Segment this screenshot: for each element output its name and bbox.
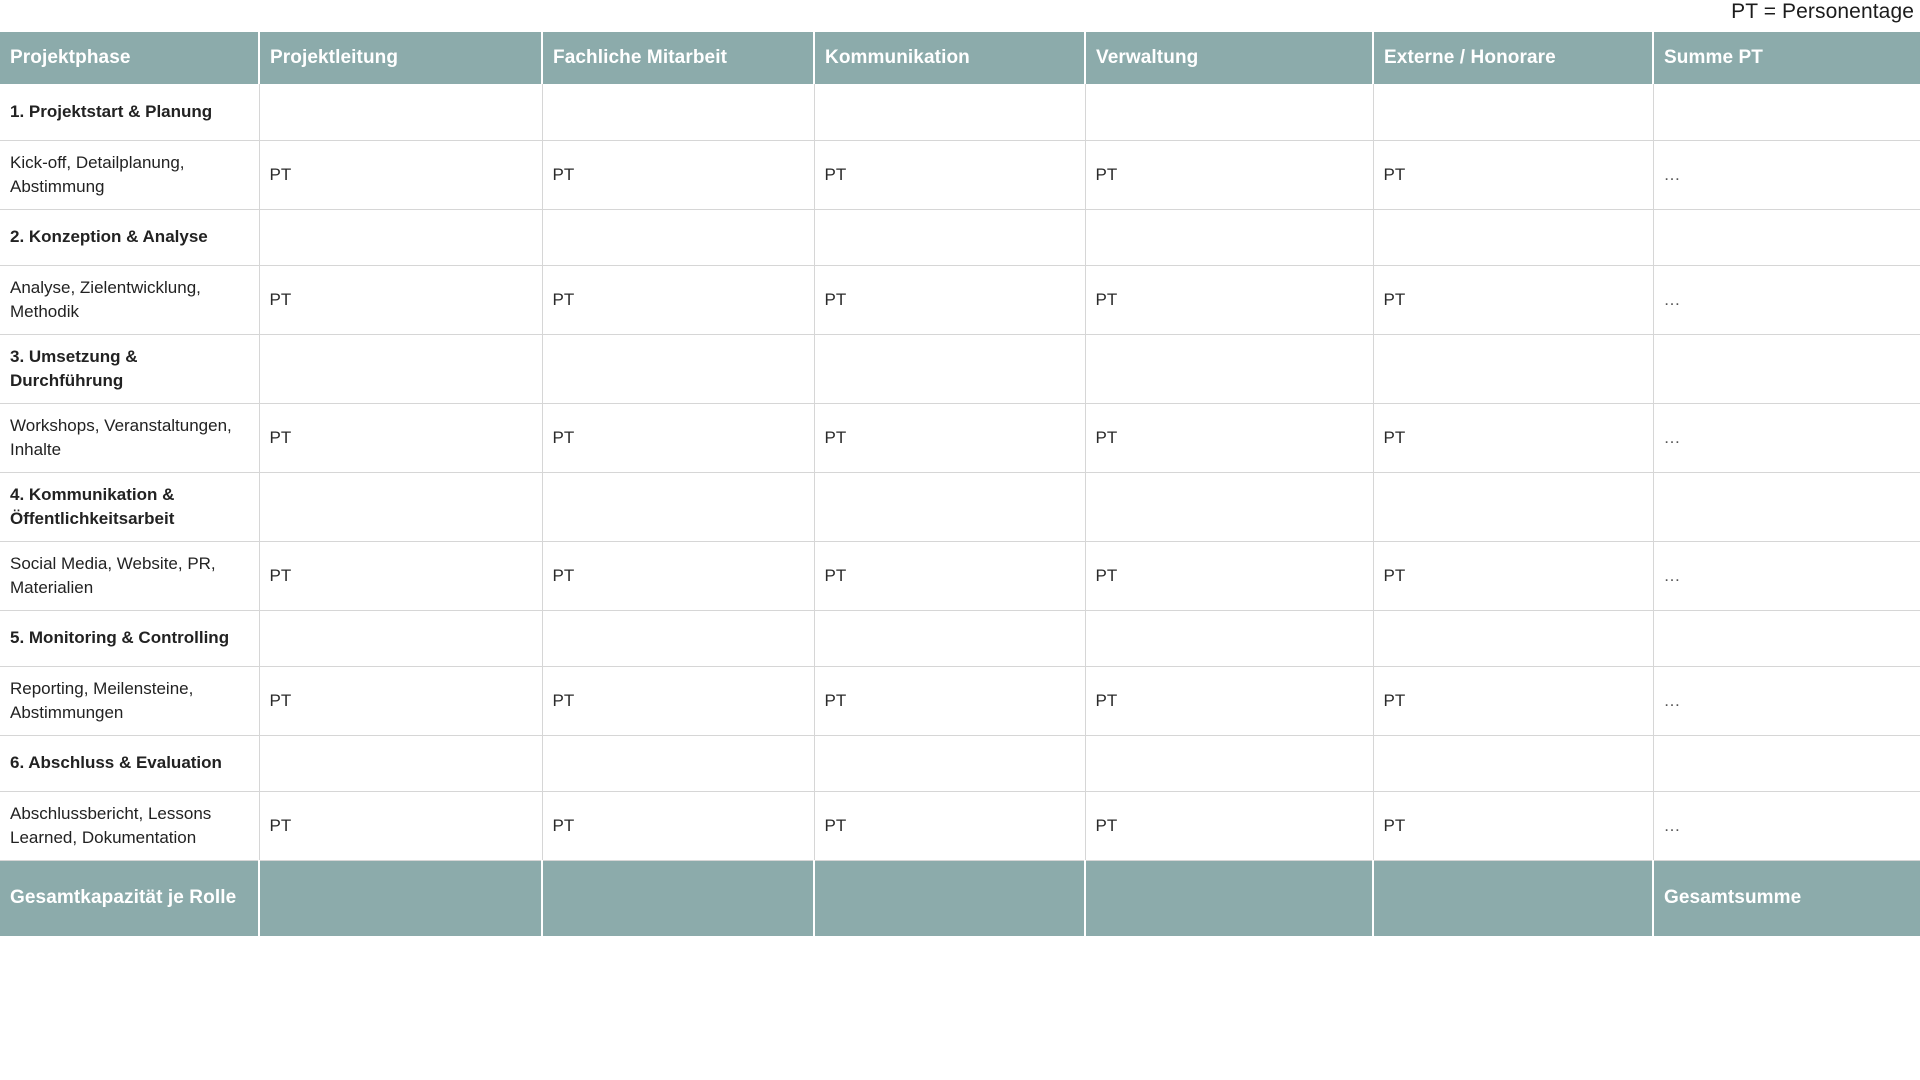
cell-projektleitung [259, 209, 542, 265]
cell-verwaltung: PT [1085, 541, 1373, 610]
cell-externe-honorare [1373, 334, 1653, 403]
cell-projektleitung: PT [259, 265, 542, 334]
task-label: Analyse, Zielentwicklung, Methodik [0, 265, 259, 334]
cell-externe-honorare: PT [1373, 791, 1653, 860]
phase-label: 3. Umsetzung & Durchführung [0, 334, 259, 403]
cell-summe-pt: … [1653, 541, 1920, 610]
cell-externe-honorare: PT [1373, 265, 1653, 334]
cell-verwaltung: PT [1085, 265, 1373, 334]
column-header-verwaltung: Verwaltung [1085, 32, 1373, 84]
cell-summe-pt: … [1653, 140, 1920, 209]
cell-verwaltung [1085, 334, 1373, 403]
table-row [0, 334, 1920, 403]
cell-projektleitung: PT [259, 541, 542, 610]
cell-summe-pt [1653, 735, 1920, 791]
total-fachliche-mitarbeit [542, 860, 814, 936]
cell-projektleitung: PT [259, 140, 542, 209]
cell-kommunikation [814, 209, 1085, 265]
cell-projektleitung [259, 334, 542, 403]
table-row [0, 265, 1920, 334]
table-header-row [0, 32, 1920, 84]
table-row [0, 541, 1920, 610]
cell-verwaltung [1085, 84, 1373, 140]
total-label: Gesamtkapazität je Rolle [0, 860, 259, 936]
cell-kommunikation: PT [814, 403, 1085, 472]
cell-kommunikation [814, 472, 1085, 541]
cell-fachliche-mitarbeit [542, 334, 814, 403]
phase-label: 4. Kommunikation & Öffentlichkeitsarbeit [0, 472, 259, 541]
cell-kommunikation [814, 334, 1085, 403]
cell-fachliche-mitarbeit [542, 209, 814, 265]
table-row [0, 140, 1920, 209]
column-header-projektleitung: Projektleitung [259, 32, 542, 84]
phase-label: 6. Abschluss & Evaluation [0, 735, 259, 791]
column-header-summe-pt: Summe PT [1653, 32, 1920, 84]
cell-fachliche-mitarbeit: PT [542, 666, 814, 735]
table-row [0, 666, 1920, 735]
cell-projektleitung [259, 610, 542, 666]
cell-fachliche-mitarbeit: PT [542, 403, 814, 472]
cell-projektleitung [259, 84, 542, 140]
cell-summe-pt [1653, 334, 1920, 403]
task-label: Social Media, Website, PR, Materialien [0, 541, 259, 610]
cell-externe-honorare: PT [1373, 140, 1653, 209]
cell-fachliche-mitarbeit: PT [542, 541, 814, 610]
cell-projektleitung: PT [259, 666, 542, 735]
capacity-planning-table [0, 32, 1920, 936]
cell-externe-honorare: PT [1373, 666, 1653, 735]
cell-summe-pt: … [1653, 666, 1920, 735]
cell-kommunikation: PT [814, 666, 1085, 735]
cell-externe-honorare [1373, 84, 1653, 140]
column-header-fachliche-mitarbeit: Fachliche Mitarbeit [542, 32, 814, 84]
legend-row [0, 0, 1920, 32]
cell-externe-honorare: PT [1373, 403, 1653, 472]
total-kommunikation [814, 860, 1085, 936]
cell-projektleitung [259, 472, 542, 541]
cell-verwaltung [1085, 610, 1373, 666]
cell-kommunikation: PT [814, 541, 1085, 610]
task-label: Abschlussbericht, Lessons Learned, Dokumentation [0, 791, 259, 860]
table-header [0, 32, 1920, 84]
cell-kommunikation: PT [814, 791, 1085, 860]
cell-summe-pt [1653, 84, 1920, 140]
cell-kommunikation: PT [814, 265, 1085, 334]
cell-summe-pt: … [1653, 265, 1920, 334]
task-label: Reporting, Meilensteine, Abstimmungen [0, 666, 259, 735]
cell-summe-pt: … [1653, 403, 1920, 472]
cell-summe-pt [1653, 209, 1920, 265]
total-projektleitung [259, 860, 542, 936]
table-body [0, 84, 1920, 936]
cell-kommunikation [814, 84, 1085, 140]
cell-fachliche-mitarbeit [542, 84, 814, 140]
cell-fachliche-mitarbeit: PT [542, 265, 814, 334]
cell-summe-pt: … [1653, 791, 1920, 860]
cell-kommunikation [814, 735, 1085, 791]
cell-verwaltung [1085, 735, 1373, 791]
cell-externe-honorare: PT [1373, 541, 1653, 610]
table-row [0, 403, 1920, 472]
cell-externe-honorare [1373, 209, 1653, 265]
table-row [0, 791, 1920, 860]
table-row [0, 84, 1920, 140]
column-header-projektphase: Projektphase [0, 32, 259, 84]
total-verwaltung [1085, 860, 1373, 936]
table-row [0, 735, 1920, 791]
cell-kommunikation [814, 610, 1085, 666]
total-gesamtsumme: Gesamtsumme [1653, 860, 1920, 936]
cell-externe-honorare [1373, 610, 1653, 666]
cell-verwaltung: PT [1085, 403, 1373, 472]
table-total-row [0, 860, 1920, 936]
cell-externe-honorare [1373, 735, 1653, 791]
table-row [0, 610, 1920, 666]
cell-projektleitung: PT [259, 403, 542, 472]
cell-projektleitung: PT [259, 791, 542, 860]
cell-verwaltung: PT [1085, 666, 1373, 735]
cell-fachliche-mitarbeit [542, 610, 814, 666]
phase-label: 1. Projektstart & Planung [0, 84, 259, 140]
cell-fachliche-mitarbeit [542, 472, 814, 541]
cell-fachliche-mitarbeit: PT [542, 140, 814, 209]
cell-fachliche-mitarbeit [542, 735, 814, 791]
cell-fachliche-mitarbeit: PT [542, 791, 814, 860]
cell-summe-pt [1653, 610, 1920, 666]
table-row [0, 209, 1920, 265]
cell-kommunikation: PT [814, 140, 1085, 209]
column-header-externe-honorare: Externe / Honorare [1373, 32, 1653, 84]
table-row [0, 472, 1920, 541]
legend-text: PT = Personentage [1731, 0, 1914, 23]
column-header-kommunikation: Kommunikation [814, 32, 1085, 84]
cell-verwaltung: PT [1085, 140, 1373, 209]
cell-externe-honorare [1373, 472, 1653, 541]
cell-verwaltung [1085, 472, 1373, 541]
cell-projektleitung [259, 735, 542, 791]
cell-verwaltung: PT [1085, 791, 1373, 860]
cell-verwaltung [1085, 209, 1373, 265]
total-externe-honorare [1373, 860, 1653, 936]
task-label: Workshops, Veranstaltungen, Inhalte [0, 403, 259, 472]
phase-label: 5. Monitoring & Controlling [0, 610, 259, 666]
cell-summe-pt [1653, 472, 1920, 541]
phase-label: 2. Konzeption & Analyse [0, 209, 259, 265]
task-label: Kick-off, Detailplanung, Abstimmung [0, 140, 259, 209]
